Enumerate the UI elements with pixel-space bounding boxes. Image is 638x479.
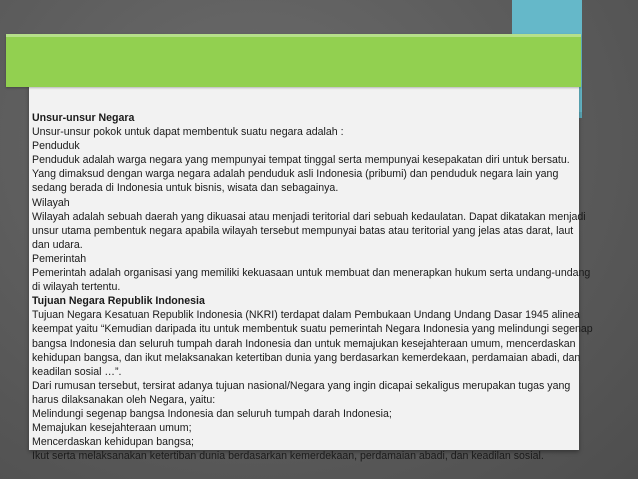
text-line: keempat yaitu “Kemudian daripada itu untuk membentuk suatu pemerintah Negara Indonesia yang melindungi segenap [32, 323, 593, 336]
text-line: Wilayah adalah sebuah daerah yang dikuasai atau menjadi teritorial dari sebuah kedaulatan. Dapat dikatakan menjadi [32, 210, 586, 223]
text-line: Dari rumusan tersebut, tersirat adanya tujuan nasional/Negara yang ingin dicapai sekaligus merupakan tugas yang [32, 379, 571, 392]
list-item: Memajukan kesejahteraan umum; [32, 422, 192, 435]
slide-body-text [32, 111, 606, 463]
text-line: Pemerintah adalah organisasi yang memiliki kekuasaan untuk membuat dan menerapkan hukum serta undang-undang [32, 267, 591, 280]
subheading-wilayah: Wilayah [32, 196, 70, 209]
subheading-penduduk: Penduduk [32, 140, 80, 153]
subheading-pemerintah: Pemerintah [32, 252, 87, 265]
text-line: sedang berada di Indonesia untuk bisnis, wisata dan sebagainya. [32, 182, 339, 195]
text-line: di wilayah tertentu. [32, 281, 121, 294]
text-line: dan udara. [32, 238, 83, 251]
text-line: harus dilaksanakan oleh Negara, yaitu: [32, 393, 216, 406]
text-line: kehidupan bangsa, dan ikut melaksanakan ketertiban dunia yang berdasarkan kemerdekaan, perdamaian abadi, dan [32, 351, 581, 364]
list-item: Melindungi segenap bangsa Indonesia dan seluruh tumpah darah Indonesia; [32, 407, 392, 420]
title-band [6, 34, 581, 87]
list-item: Mencerdaskan kehidupan bangsa; [32, 436, 194, 449]
text-line: unsur utama pembentuk negara apabila wilayah tersebut mempunyai batas atau teritorial yang jelas atas darat, laut [32, 224, 574, 237]
text-line: bangsa Indonesia dan seluruh tumpah darah Indonesia dan untuk memajukan kesejahteraan umum, mencerdaskan [32, 337, 576, 350]
text-line: keadilan sosial …”. [32, 365, 122, 378]
heading-tujuan-negara: Tujuan Negara Republik Indonesia [32, 295, 205, 308]
text-line: Penduduk adalah warga negara yang mempunyai tempat tinggal serta mempunyai kesepakatan diri untuk bersatu. [32, 154, 570, 167]
text-line: Unsur-unsur pokok untuk dapat membentuk suatu negara adalah : [32, 126, 344, 139]
heading-unsur-negara: Unsur-unsur Negara [32, 112, 135, 124]
text-line: Yang dimaksud dengan warga negara adalah penduduk asli Indonesia (pribumi) dan penduduk negara lain yang [32, 168, 559, 181]
list-item: Ikut serta melaksanakan ketertiban dunia berdasarkan kemerdekaan, perdamaian abadi, dan keadilan sosial. [32, 450, 544, 463]
text-line: Tujuan Negara Kesatuan Republik Indonesia (NKRI) terdapat dalam Pembukaan Undang Undang Dasar 1945 alinea [32, 309, 580, 322]
